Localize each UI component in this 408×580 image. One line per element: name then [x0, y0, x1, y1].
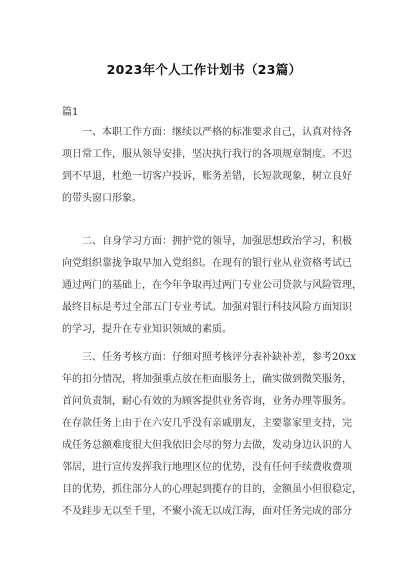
- paragraph-line: 目的优势，抓住部分人的心理起到揽存的目的，金额虽小但很稳定，: [62, 484, 362, 495]
- paragraph-line: 项日常工作，服从领导安排，坚决执行我行的各项规章制度。不迟: [62, 149, 352, 160]
- part-heading: 篇1: [62, 107, 79, 118]
- paragraph-line: 二、自身学习方面：拥护党的领导，加强思想政治学习，积极: [82, 236, 352, 247]
- paragraph-line: 的带头窗口形象。: [62, 193, 142, 204]
- paragraph-line: 成任务总额难度很大但我依旧会尽的努力去做，发动身边认识的人: [62, 440, 352, 451]
- paragraph-line: 到不早退，杜绝一切客户投诉，账务差错，长短款现象，树立良好: [62, 171, 352, 182]
- paragraph-line: 年的扣分情况，将加强重点放在柜面服务上，确实做到微笑服务，: [62, 374, 352, 385]
- document-title: 2023年个人工作计划书（23篇）: [106, 62, 302, 77]
- paragraph-line: 一、本职工作方面：继续以严格的标准要求自己，认真对待各: [82, 127, 352, 138]
- paragraph-line: 的学习，提升在专业知识领域的素质。: [62, 324, 232, 335]
- paragraph-line: 向党组织靠拢争取早加入党组织。在现有的银行业从业资格考试已: [62, 258, 352, 269]
- paragraph-line: 三、任务考核方面：仔细对照考核评分表补缺补差，参考20xx: [82, 352, 357, 363]
- section-work-duty: [62, 122, 352, 210]
- section-task-assessment: [62, 347, 362, 523]
- paragraph-line: 在存款任务上由于在六安几乎没有亲戚朋友，主要靠家里支持，完: [62, 418, 352, 429]
- section-self-study: [62, 231, 362, 341]
- paragraph-line: 不及跬步无以至千里，不聚小流无以成江海，面对任务完成的部分: [62, 506, 352, 517]
- paragraph-line: 邻居，进行宣传发挥我行地理区位的优势，没有任何手续费收费项: [62, 462, 352, 473]
- paragraph-line: 通过两门的基础上，在今年争取再过两门专业公司贷款与风险管理，: [62, 280, 362, 291]
- paragraph-line: 首问负责制，耐心有效的为顾客提供业务咨询，业务办理等服务。: [62, 396, 352, 407]
- paragraph-line: 最终目标是考过全部五门专业考试。加强对银行科技风险方面知识: [62, 302, 352, 313]
